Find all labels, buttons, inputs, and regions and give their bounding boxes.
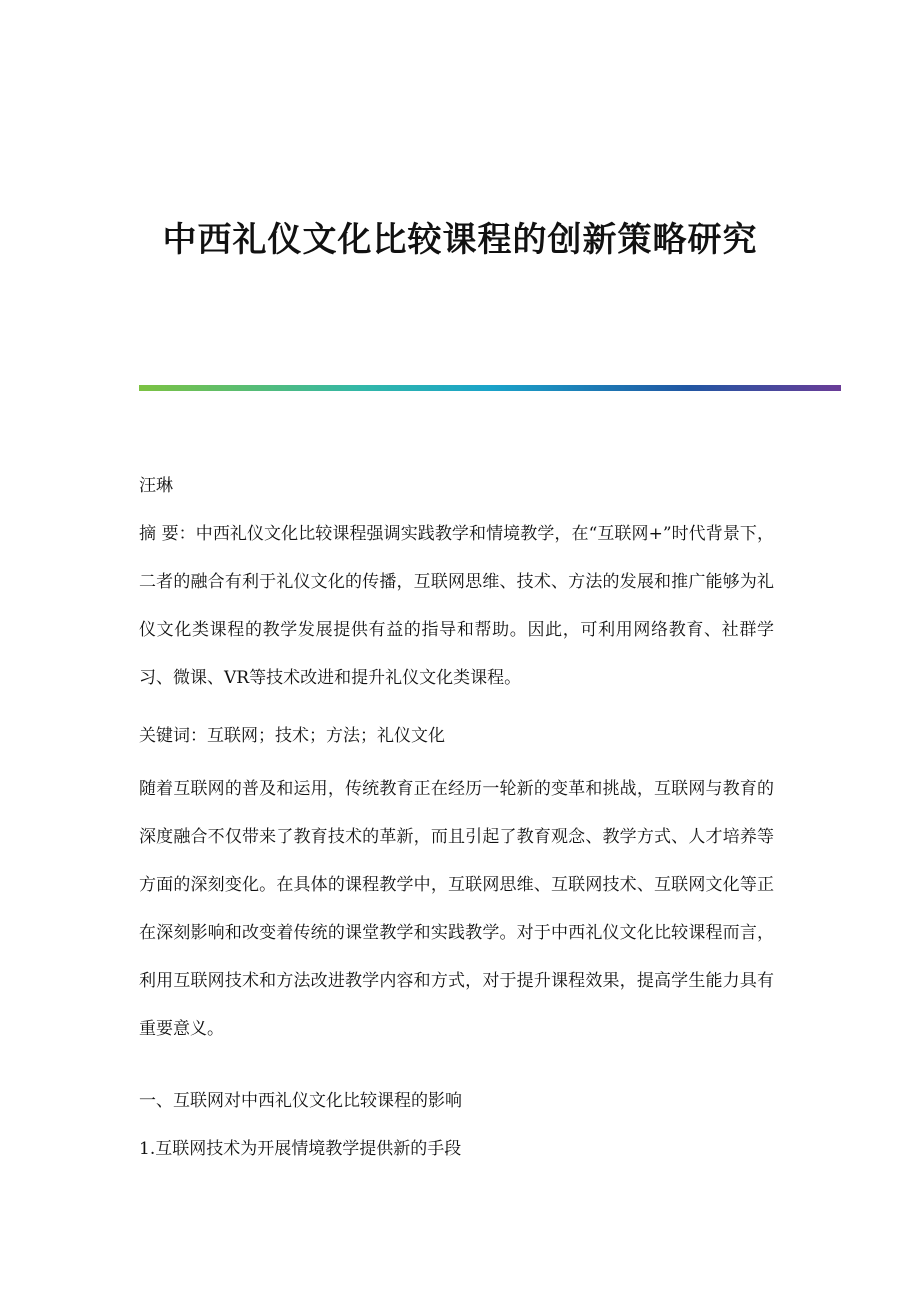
title-gradient-divider: [139, 385, 841, 391]
subsection-heading: 1.互联网技术为开展情境教学提供新的手段: [139, 1139, 462, 1159]
author-name: 汪琳: [139, 476, 173, 496]
abstract-label: 摘 要：: [139, 524, 196, 544]
keywords: [139, 712, 774, 760]
keywords-label: 关键词：: [139, 726, 207, 746]
body-paragraph: 随着互联网的普及和运用，传统教育正在经历一轮新的变革和挑战，互联网与教育的深度融合不仅带来了教育技术的革新，而且引起了教育观念、教学方式、人才培养等方面的深刻变化。在具体的课程教学中，互联网思维、互联网技术、互联网文化等正在深刻影响和改变着传统的课堂教学和实践教学。对于中西礼仪文化比较课程而言，利用互联网技术和方法改进教学内容和方式，对于提升课程效果，提高学生能力具有重要意义。: [139, 779, 774, 1039]
section-heading: 一、互联网对中西礼仪文化比较课程的影响: [139, 1091, 462, 1111]
abstract-text: 中西礼仪文化比较课程强调实践教学和情境教学，在“互联网+”时代背景下，二者的融合有利于礼仪文化的传播，互联网思维、技术、方法的发展和推广能够为礼仪文化类课程的教学发展提供有益的指导和帮助。因此，可利用网络教育、社群学习、微课、VR等技术改进和提升礼仪文化类课程。: [139, 524, 775, 688]
document-title: 中西礼仪文化比较课程的创新策略研究: [162, 220, 758, 260]
keywords-text: 互联网；技术；方法；礼仪文化: [207, 726, 445, 746]
abstract: [139, 510, 774, 702]
